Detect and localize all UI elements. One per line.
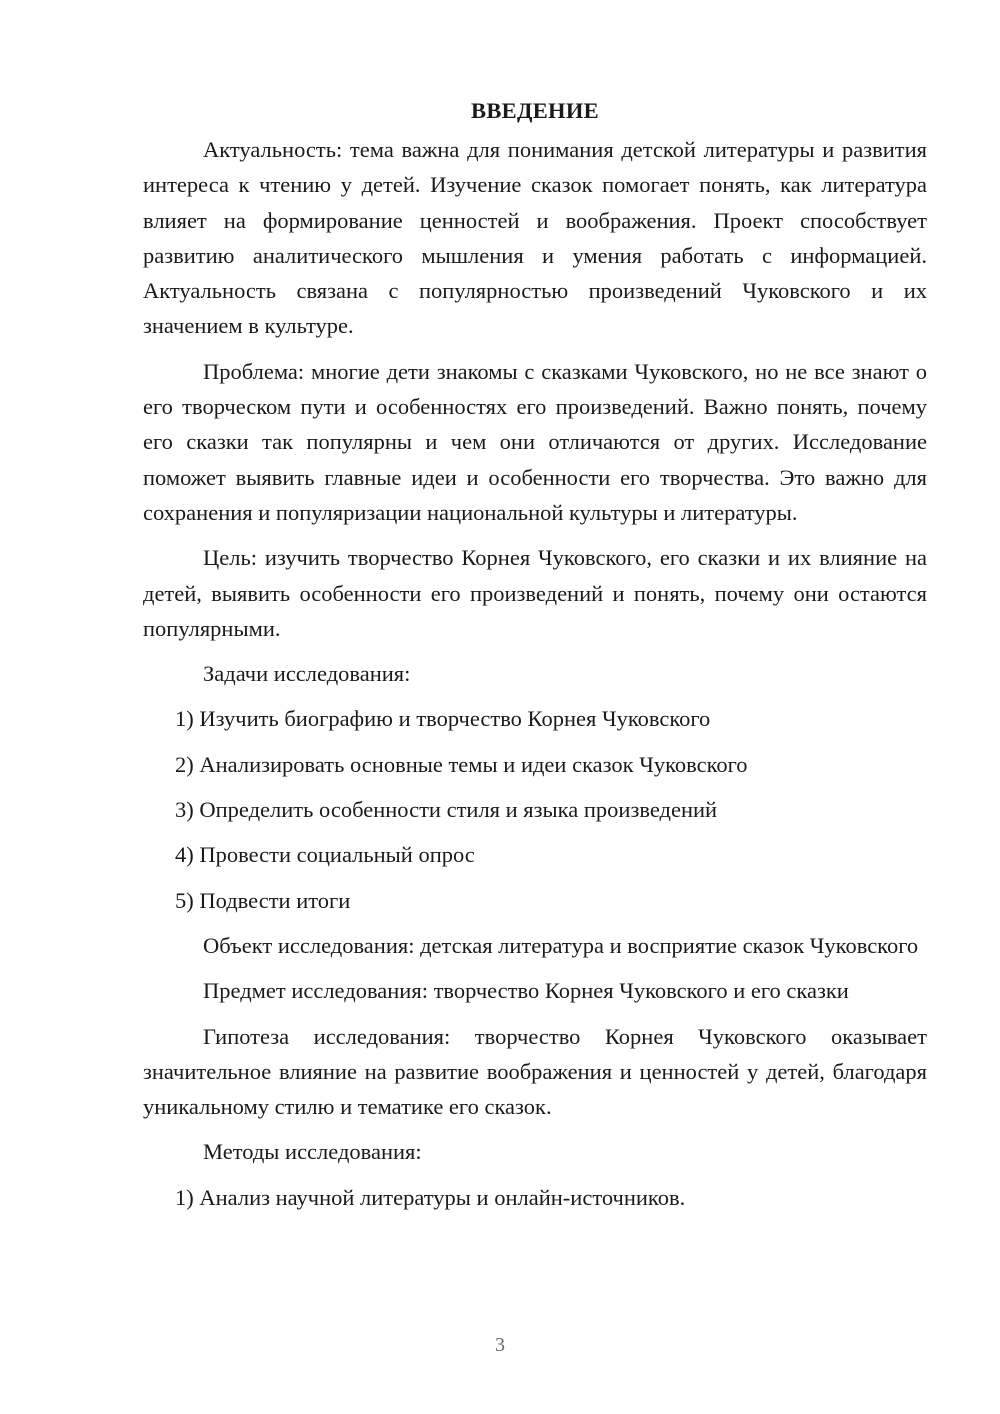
document-page xyxy=(143,96,927,1225)
method-item-1: 1) Анализ научной литературы и онлайн-источников. xyxy=(175,1184,686,1210)
problem-paragraph: Проблема: многие дети знакомы с сказками Чуковского, но не все знают о его творческом пути и особенностях его произведений. Важно понять, почему его сказки так популярны и чем они отличаются от других. Исследование поможет выявить главные идеи и особенности его творчества. Это важно для сохранения и популяризации национальной культуры и литературы. xyxy=(143,358,927,525)
task-item-1: 1) Изучить биографию и творчество Корнея Чуковского xyxy=(175,706,711,732)
hypothesis-paragraph: Гипотеза исследования: творчество Корнея Чуковского оказывает значительное влияние на развитие воображения и ценностей у детей, благодаря уникальному стилю и тематике его сказок. xyxy=(143,1023,927,1120)
goal-paragraph: Цель: изучить творчество Корнея Чуковского, его сказки и их влияние на детей, выявить особенности его произведений и понять, почему они остаются популярными. xyxy=(143,545,927,641)
page-number: 3 xyxy=(495,1334,505,1356)
object-paragraph: Объект исследования: детская литература и восприятие сказок Чуковского xyxy=(203,932,919,958)
task-item-5: 5) Подвести итоги xyxy=(175,887,351,913)
tasks-heading: Задачи исследования: xyxy=(203,661,411,687)
task-item-4: 4) Провести социальный опрос xyxy=(175,842,475,868)
subject-paragraph: Предмет исследования: творчество Корнея Чуковского и его сказки xyxy=(203,978,849,1004)
section-title: ВВЕДЕНИЕ xyxy=(471,98,599,123)
relevance-paragraph: Актуальность: тема важна для понимания детской литературы и развития интереса к чтению у детей. Изучение сказок помогает понять, как литература влияет на формирование ценностей и воображения. Проект способствует развитию аналитического мышления и умения работать с информацией. Актуальность связана с популярностью произведений Чуковского и их значением в культуре. xyxy=(143,137,927,339)
task-item-2: 2) Анализировать основные темы и идеи сказок Чуковского xyxy=(175,751,748,777)
task-item-3: 3) Определить особенности стиля и языка произведений xyxy=(175,797,718,823)
methods-heading: Методы исследования: xyxy=(203,1139,422,1165)
